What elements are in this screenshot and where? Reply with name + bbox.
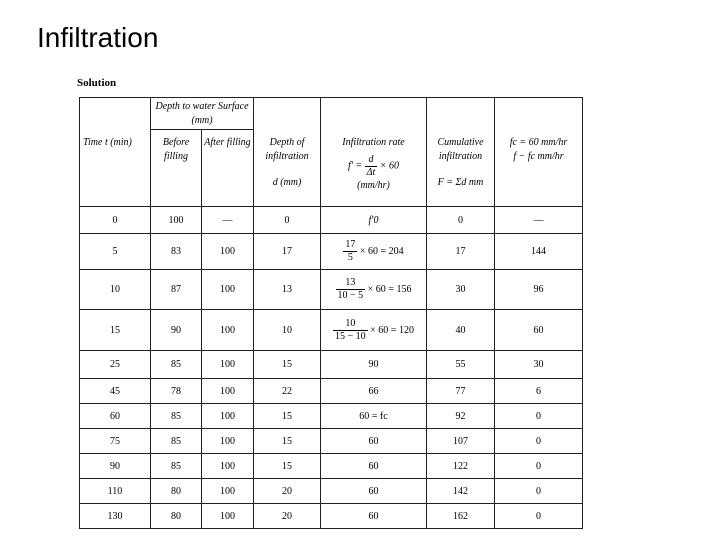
table-row [80, 310, 583, 351]
rate-formula-fraction: $\frac{d}{\Delta t}$ [366, 154, 376, 178]
cell-cumulative: 92 [427, 404, 495, 429]
cell-after: 100 [202, 404, 254, 429]
cell-before: 100 [151, 207, 202, 234]
cell-cumulative: 55 [427, 351, 495, 379]
cell-before: 80 [151, 479, 202, 504]
cell-depth: 20 [254, 504, 321, 529]
cell-cumulative: 162 [427, 504, 495, 529]
table-row [80, 207, 583, 234]
cell-before: 85 [151, 429, 202, 454]
table-row [80, 429, 583, 454]
table-row [80, 351, 583, 379]
cell-diff: — [495, 207, 583, 234]
cell-after: 100 [202, 504, 254, 529]
cell-depth: 15 [254, 429, 321, 454]
cell-rate: $\frac{17}{5}$ × 60 = 204 [321, 234, 427, 270]
cell-cumulative: 0 [427, 207, 495, 234]
cell-rate: 60 [321, 429, 427, 454]
slide-title: Infiltration [37, 22, 159, 53]
cell-depth: 0 [254, 207, 321, 234]
cell-diff: 0 [495, 404, 583, 429]
cell-before: 85 [151, 351, 202, 379]
cell-diff: 60 [495, 310, 583, 351]
cell-rate: $\frac{13}{10 - 5}$ × 60 = 156 [321, 270, 427, 310]
cell-diff: 0 [495, 479, 583, 504]
cell-after: 100 [202, 479, 254, 504]
cell-rate: f'0 [321, 207, 427, 234]
cell-time: 15 [80, 310, 151, 351]
cell-time: 5 [80, 234, 151, 270]
cell-after: 100 [202, 351, 254, 379]
cell-cumulative: 30 [427, 270, 495, 310]
table-row [80, 479, 583, 504]
header-time: Time t (min) [80, 98, 151, 207]
header-fc-diff: fc = 60 mm/hr f − fc mm/hr [495, 98, 583, 207]
cell-after: 100 [202, 310, 254, 351]
cell-cumulative: 77 [427, 379, 495, 404]
header-depth-group: Depth to water Surface (mm) [151, 98, 254, 130]
table-row [80, 234, 583, 270]
table-row [80, 404, 583, 429]
cell-rate: 60 = fc [321, 404, 427, 429]
cell-rate: $\frac{10}{15 - 10}$ × 60 = 120 [321, 310, 427, 351]
cell-depth: 13 [254, 270, 321, 310]
cell-diff: 0 [495, 429, 583, 454]
cell-time: 110 [80, 479, 151, 504]
cell-after: — [202, 207, 254, 234]
cell-time: 60 [80, 404, 151, 429]
cell-time: 130 [80, 504, 151, 529]
solution-label: Solution [77, 77, 117, 89]
cell-depth: 17 [254, 234, 321, 270]
cell-time: 45 [80, 379, 151, 404]
cell-time: 75 [80, 429, 151, 454]
table-row [80, 270, 583, 310]
cell-diff: 6 [495, 379, 583, 404]
cell-before: 85 [151, 454, 202, 479]
cell-before: 80 [151, 504, 202, 529]
cell-depth: 15 [254, 351, 321, 379]
cell-cumulative: 107 [427, 429, 495, 454]
table-row [80, 379, 583, 404]
solution-table [79, 97, 583, 529]
cell-diff: 96 [495, 270, 583, 310]
cell-diff: 0 [495, 454, 583, 479]
cell-depth: 15 [254, 454, 321, 479]
cell-after: 100 [202, 429, 254, 454]
cell-cumulative: 142 [427, 479, 495, 504]
header-after-filling: After filling [202, 130, 254, 207]
table-row [80, 504, 583, 529]
cell-rate: 60 [321, 479, 427, 504]
cell-depth: 22 [254, 379, 321, 404]
cell-before: 78 [151, 379, 202, 404]
header-depth-infiltration: Depth of infiltration d (mm) [254, 98, 321, 207]
header-before-filling: Before filling [151, 130, 202, 207]
header-cumulative: Cumulative infiltration F = Σd mm [427, 98, 495, 207]
cell-time: 10 [80, 270, 151, 310]
cell-before: 87 [151, 270, 202, 310]
cell-rate: 66 [321, 379, 427, 404]
cell-diff: 30 [495, 351, 583, 379]
cell-depth: 20 [254, 479, 321, 504]
table-row [80, 454, 583, 479]
cell-cumulative: 17 [427, 234, 495, 270]
cell-rate: 90 [321, 351, 427, 379]
cell-diff: 0 [495, 504, 583, 529]
cell-after: 100 [202, 234, 254, 270]
cell-time: 90 [80, 454, 151, 479]
cell-time: 25 [80, 351, 151, 379]
cell-after: 100 [202, 270, 254, 310]
cell-rate: 60 [321, 454, 427, 479]
cell-before: 90 [151, 310, 202, 351]
cell-after: 100 [202, 454, 254, 479]
rate-formula-lhs: f' = [347, 160, 363, 172]
cell-after: 100 [202, 379, 254, 404]
cell-cumulative: 122 [427, 454, 495, 479]
cell-rate: 60 [321, 504, 427, 529]
cell-depth: 15 [254, 404, 321, 429]
cell-diff: 144 [495, 234, 583, 270]
cell-depth: 10 [254, 310, 321, 351]
header-infiltration-rate: Infiltration rate f' = $\frac{d}{\Delta t}$ × 60 (mm/hr) [321, 98, 427, 207]
cell-time: 0 [80, 207, 151, 234]
cell-before: 83 [151, 234, 202, 270]
rate-formula-rhs: × 60 [379, 160, 400, 172]
cell-cumulative: 40 [427, 310, 495, 351]
cell-before: 85 [151, 404, 202, 429]
